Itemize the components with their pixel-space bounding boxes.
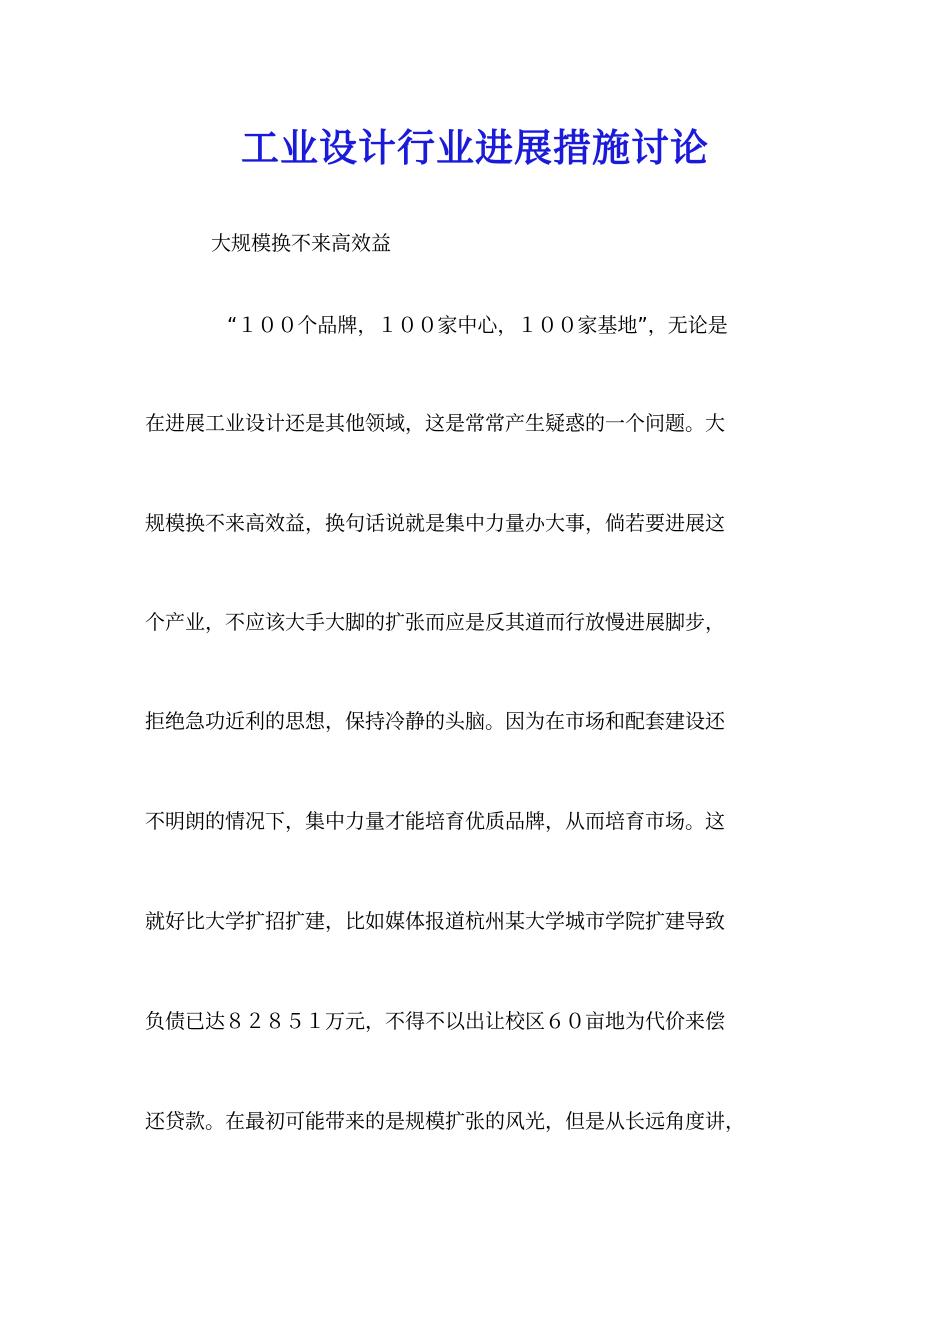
- paragraph-line: 还贷款。在最初可能带来的是规模扩张的风光，但是从长远角度讲，: [145, 1109, 745, 1133]
- document-title: 工业设计行业进展措施讨论: [240, 125, 709, 170]
- paragraph-line: 就好比大学扩招扩建，比如媒体报道杭州某大学城市学院扩建导致: [145, 909, 725, 933]
- section-subheading: 大规模换不来高效益: [211, 231, 391, 255]
- paragraph-line: 负债已达８２８５１万元，不得不以出让校区６０亩地为代价来偿: [145, 1009, 725, 1033]
- paragraph-line: 规模换不来高效益，换句话说就是集中力量办大事，倘若要进展这: [145, 511, 725, 535]
- paragraph-line: 拒绝急功近利的思想，保持冷静的头脑。因为在市场和配套建设还: [145, 709, 725, 733]
- paragraph-line: 不明朗的情况下，集中力量才能培育优质品牌，从而培育市场。这: [145, 809, 725, 833]
- paragraph-line: 个产业，不应该大手大脚的扩张而应是反其道而行放慢进展脚步，: [145, 610, 725, 634]
- paragraph-line: “１００个品牌，１００家中心，１００家基地”，无论是: [227, 313, 728, 337]
- paragraph-line: 在进展工业设计还是其他领域，这是常常产生疑惑的一个问题。大: [145, 411, 725, 435]
